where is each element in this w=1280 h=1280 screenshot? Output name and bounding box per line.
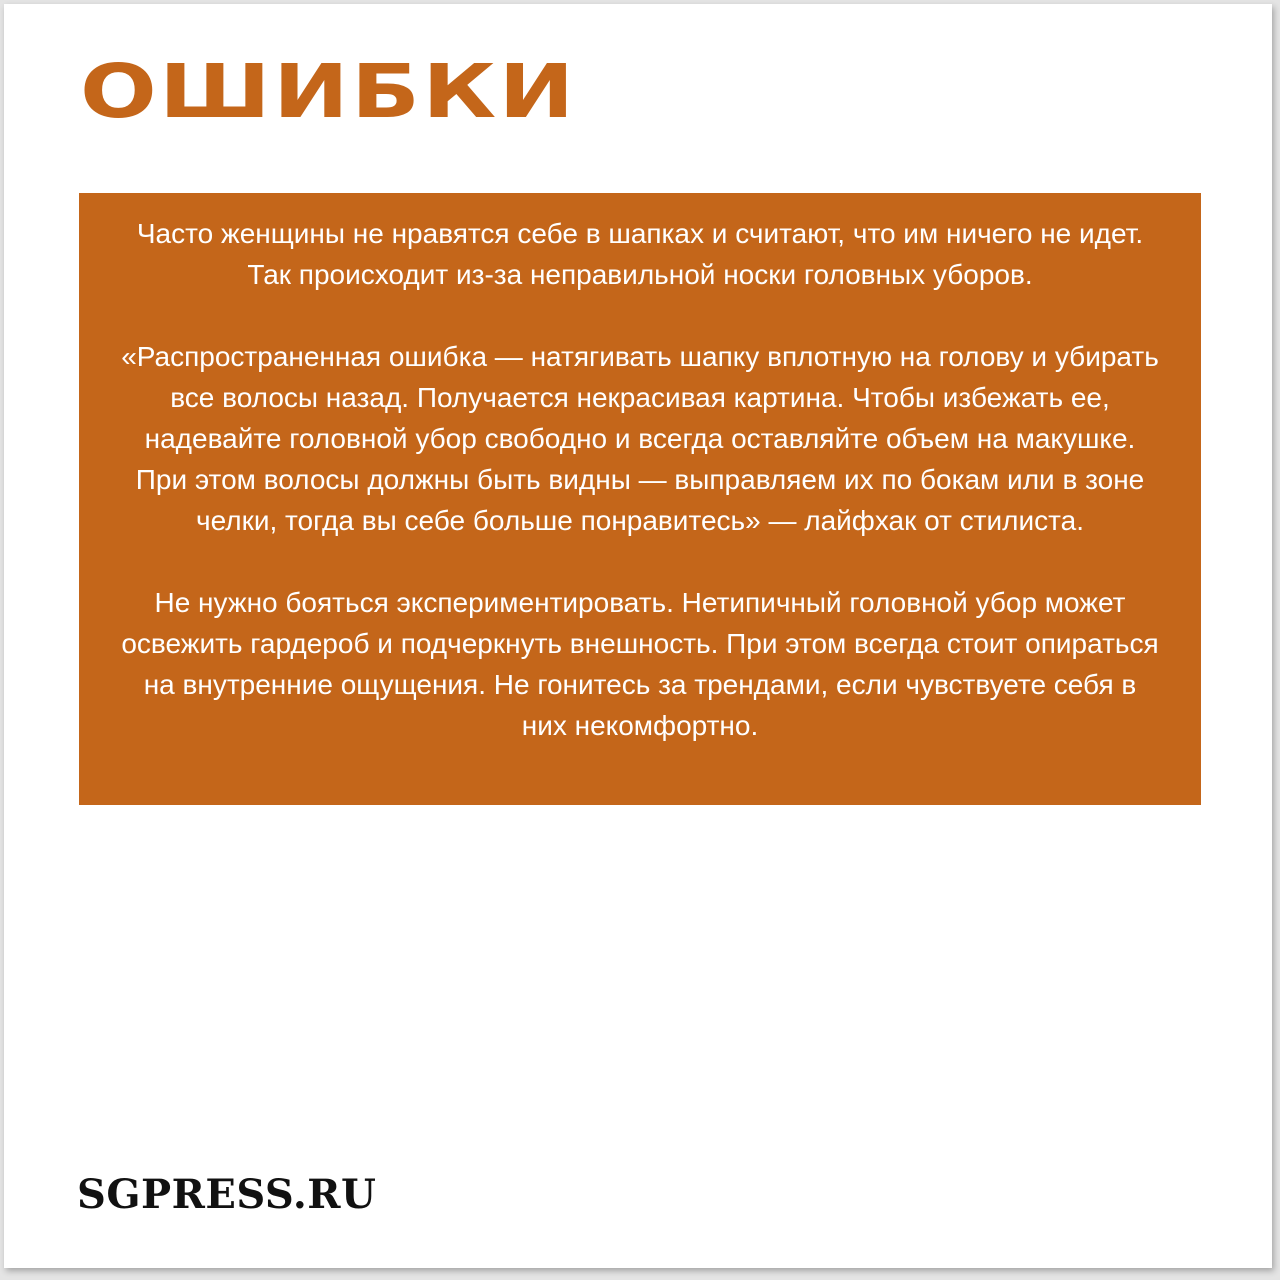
slide-card [4, 4, 1272, 1268]
intro-paragraph: Часто женщины не нравятся себе в шапках и считают, что им ничего не идет. Так происходит из-за неправильной носки головных уборов. [136, 218, 1144, 290]
brand-logo-text: SGPRESS.RU [77, 1171, 377, 1218]
text-panel [79, 193, 1201, 805]
advice-paragraph: Не нужно бояться экспериментировать. Нетипичный головной убор может освежить гардероб и подчеркнуть внешность. При этом всегда стоит опираться на внутренние ощущения. Не гонитесь за трендами, если чувствуете себя в них некомфортно. [121, 587, 1159, 741]
stylist-quote-paragraph: «Распространенная ошибка — натягивать шапку вплотную на голову и убирать все волосы назад. Получается некрасивая картина. Чтобы избежать ее, надевайте головной убор свободно и всегда оставляйте объем на макушке. При этом волосы должны быть видны — выправляем их по бокам или в зоне челки, тогда вы себе больше понравитесь» — лайфхак от стилиста. [121, 341, 1159, 536]
page-title: ОШИБКИ [80, 49, 577, 135]
